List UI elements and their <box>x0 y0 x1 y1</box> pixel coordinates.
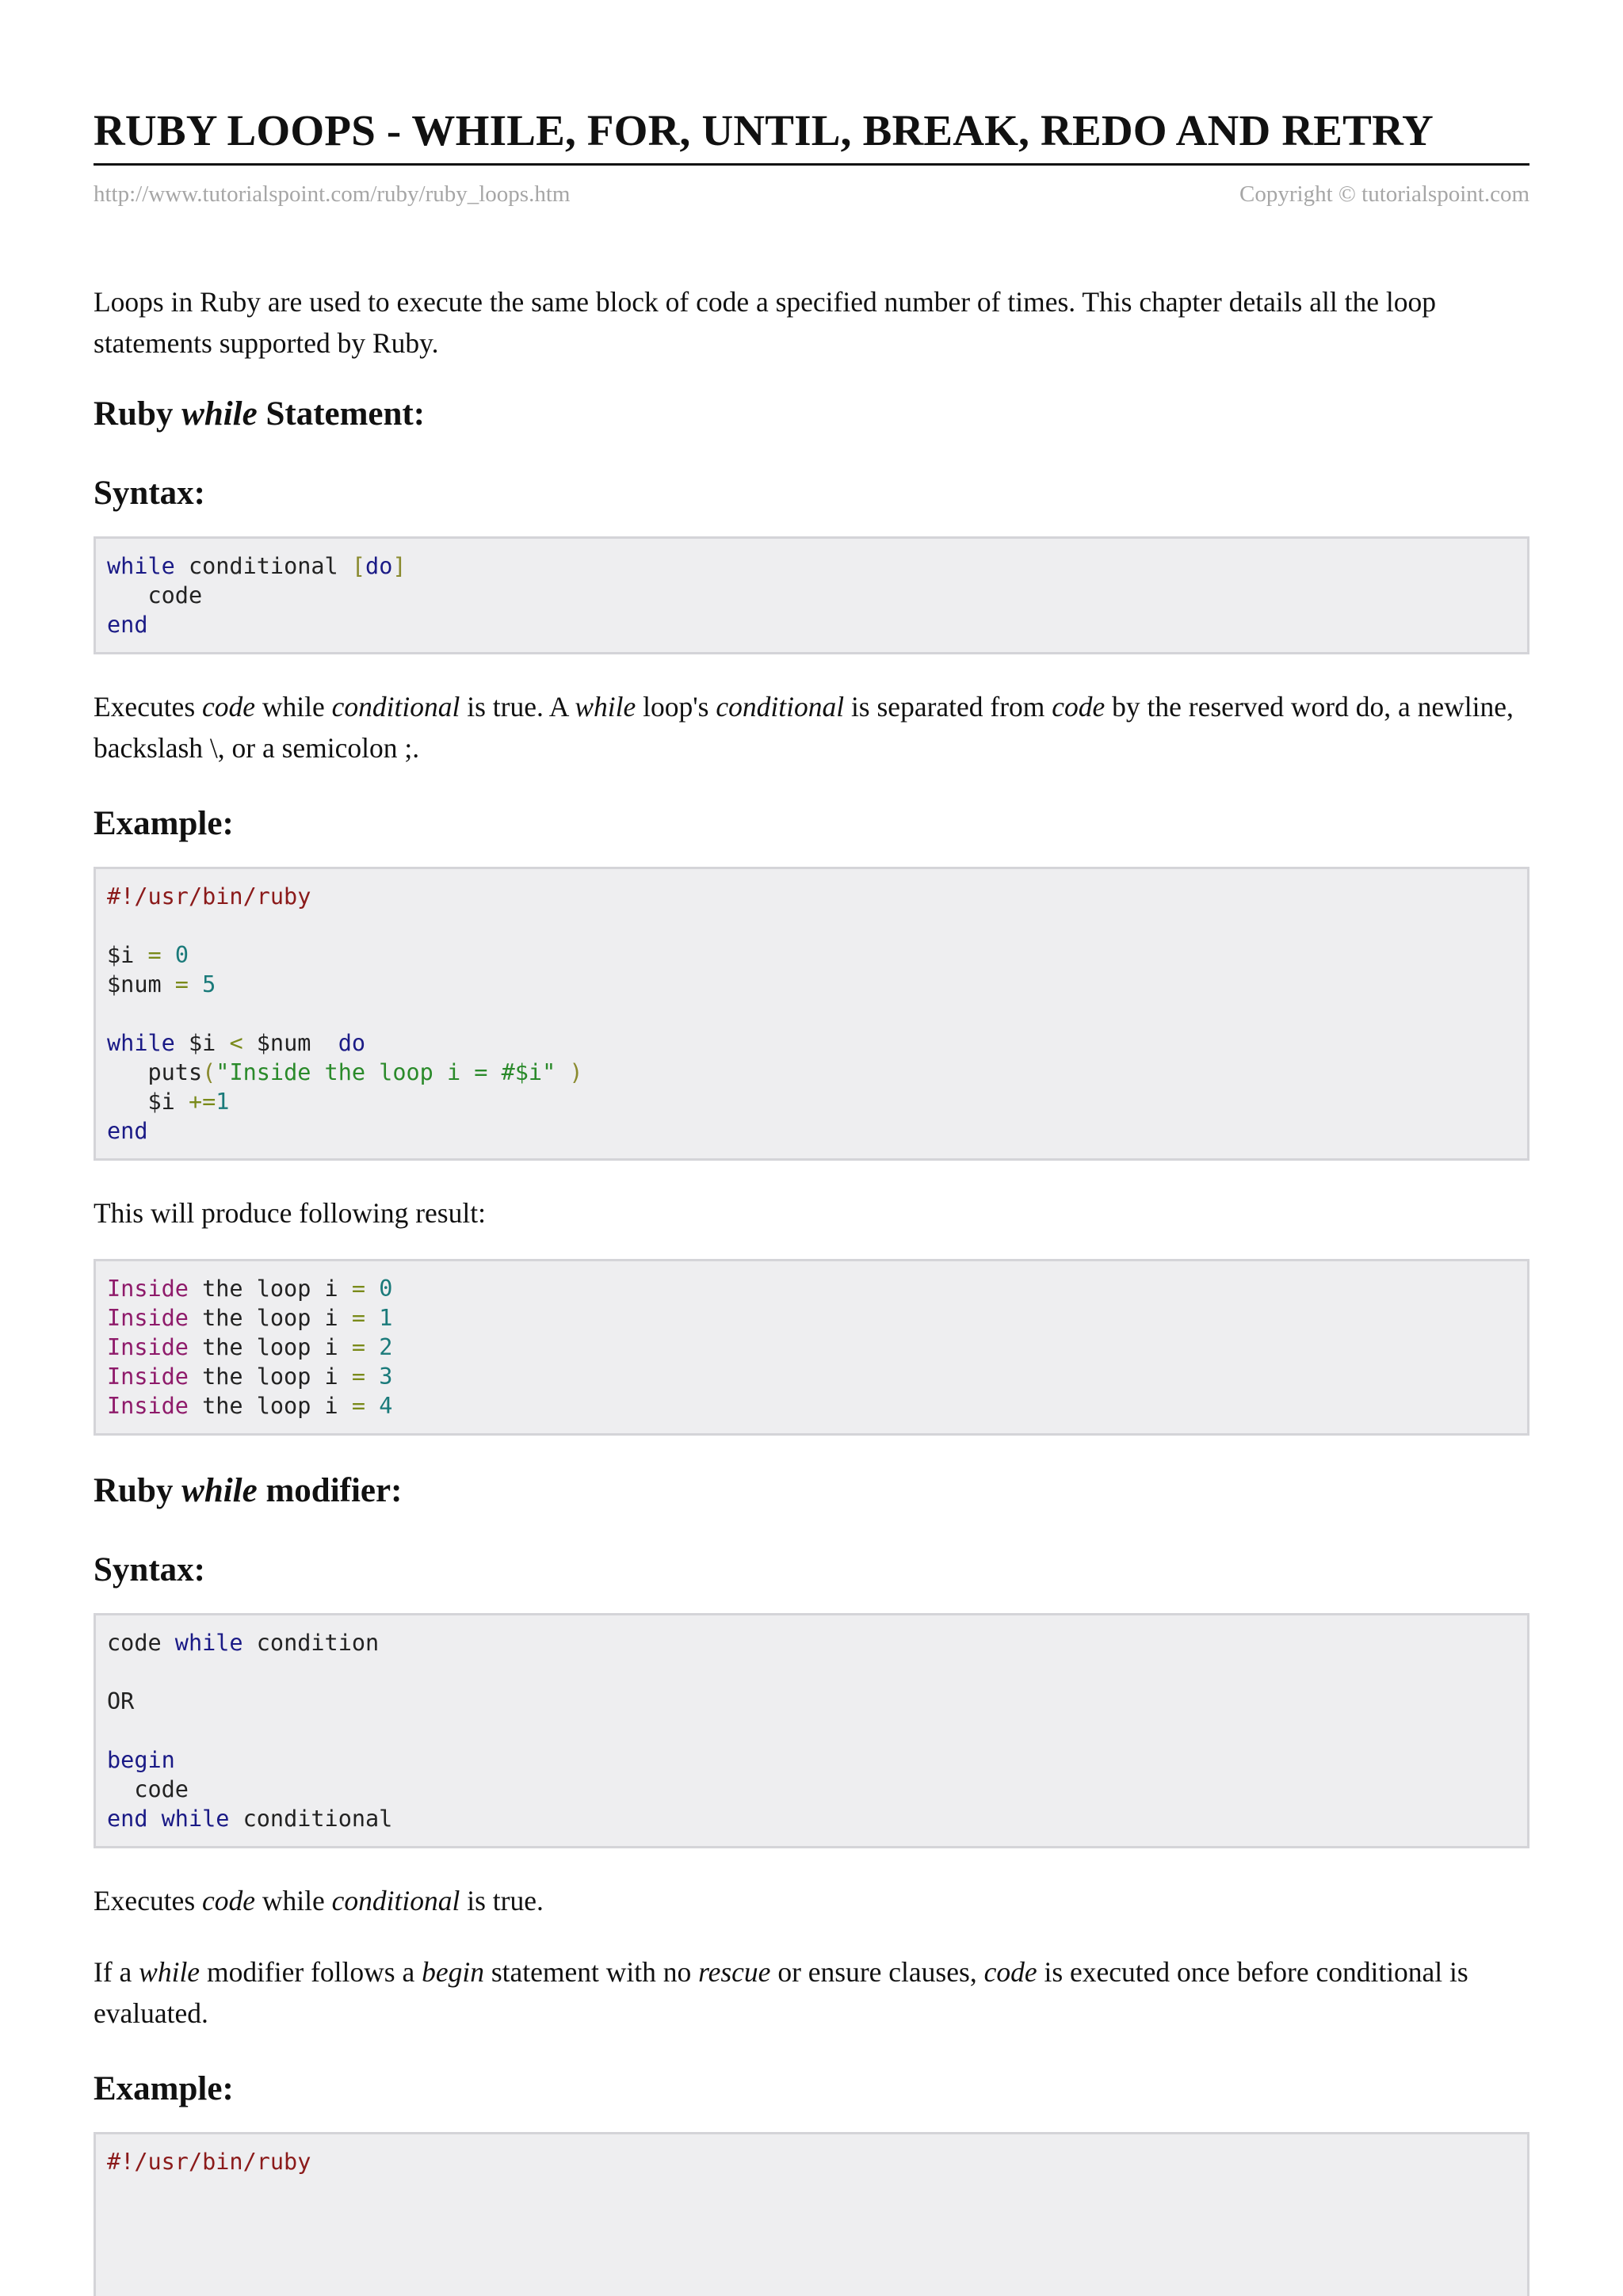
desc-text: while <box>255 1885 332 1917</box>
code-variable: $num <box>242 1030 338 1056</box>
desc-emphasis: while <box>575 691 636 723</box>
desc-text: Executes <box>94 1885 203 1917</box>
while-description <box>94 686 1529 769</box>
output-number: 0 <box>365 1276 393 1302</box>
desc-text: If a <box>94 1956 139 1988</box>
code-function: puts <box>107 1059 203 1085</box>
code-comment: #!/usr/bin/ruby <box>107 2149 311 2175</box>
example-heading: Example: <box>94 805 234 842</box>
output-operator: = <box>351 1276 366 1302</box>
output-text: the loop i <box>188 1334 352 1360</box>
output-text: the loop i <box>188 1363 352 1390</box>
code-punct: [ <box>351 553 366 579</box>
code-text: conditional <box>229 1806 393 1832</box>
code-text: code <box>107 582 203 608</box>
desc-text: by the reserved word do, a newline, backslash \, or a semicolon ;. <box>94 691 1514 764</box>
output-word: Inside <box>107 1276 189 1302</box>
page-meta <box>94 178 1529 210</box>
code-variable: $i <box>174 1030 230 1056</box>
output-operator: = <box>351 1305 366 1331</box>
code-text: code <box>107 1630 175 1656</box>
output-operator: = <box>351 1363 366 1390</box>
heading-keyword: while <box>181 1472 258 1509</box>
heading-text: Ruby <box>94 395 182 433</box>
desc-emphasis: rescue <box>698 1956 771 1988</box>
code-punct: ) <box>556 1059 583 1085</box>
modifier-begin-note <box>94 1951 1529 2034</box>
syntax-heading: Syntax: <box>94 1551 205 1589</box>
code-number: 5 <box>188 971 216 997</box>
code-comment: #!/usr/bin/ruby <box>107 883 311 910</box>
code-keyword: end <box>107 1806 148 1832</box>
output-word: Inside <box>107 1305 189 1331</box>
code-keyword: do <box>338 1030 366 1056</box>
code-punct: ] <box>392 553 407 579</box>
desc-emphasis: begin <box>422 1956 484 1988</box>
result-output-block <box>94 1259 1529 1436</box>
code-operator: = <box>174 971 189 997</box>
output-text: the loop i <box>188 1305 352 1331</box>
code-text: code <box>107 1776 189 1802</box>
code-keyword: while <box>174 1630 243 1656</box>
page-content <box>94 103 1529 2296</box>
syntax-heading: Syntax: <box>94 475 205 512</box>
desc-emphasis: conditional <box>331 691 460 723</box>
desc-text: or ensure clauses, <box>770 1956 984 1988</box>
output-word: Inside <box>107 1393 189 1419</box>
output-number: 4 <box>365 1393 393 1419</box>
modifier-syntax-code-block <box>94 1613 1529 1848</box>
code-keyword: do <box>365 553 393 579</box>
code-operator: += <box>188 1089 216 1115</box>
desc-emphasis: code <box>1052 691 1106 723</box>
while-example-code-block <box>94 867 1529 1161</box>
page-title: RUBY LOOPS - WHILE, FOR, UNTIL, BREAK, REDO AND RETRY <box>94 103 1529 166</box>
modifier-description <box>94 1880 1529 1921</box>
code-variable: $i <box>107 1089 189 1115</box>
output-operator: = <box>351 1334 366 1360</box>
output-number: 2 <box>365 1334 393 1360</box>
heading-text: modifier: <box>257 1472 403 1509</box>
source-url-link[interactable]: http://www.tutorialspoint.com/ruby/ruby_loops.htm <box>94 181 571 207</box>
code-operator: = <box>147 942 162 968</box>
code-keyword: end <box>107 612 148 638</box>
intro-paragraph: Loops in Ruby are used to execute the same block of code a specified number of times. This chapter details all the loop statements supported by Ruby. <box>94 286 1436 359</box>
desc-text: Executes <box>94 691 203 723</box>
code-variable: $num <box>107 971 175 997</box>
while-statement-heading <box>94 392 1529 437</box>
code-operator: < <box>229 1030 243 1056</box>
desc-text: is true. A <box>460 691 575 723</box>
output-number: 1 <box>365 1305 393 1331</box>
copyright-notice: Copyright © tutorialspoint.com <box>1239 181 1529 207</box>
heading-text: Statement: <box>257 395 426 433</box>
desc-text: is separated from <box>844 691 1052 723</box>
heading-keyword: while <box>181 395 258 433</box>
code-keyword: while <box>147 1806 230 1832</box>
code-text: OR <box>107 1688 135 1714</box>
output-number: 3 <box>365 1363 393 1390</box>
code-text: condition <box>242 1630 380 1656</box>
desc-text: is executed once before conditional is evaluated. <box>94 1956 1468 2029</box>
while-modifier-heading <box>94 1469 1529 1513</box>
code-keyword: while <box>107 1030 175 1056</box>
desc-text: while <box>255 691 332 723</box>
desc-text: loop's <box>636 691 716 723</box>
desc-emphasis: code <box>202 691 256 723</box>
desc-text: modifier follows a <box>200 1956 422 1988</box>
output-text: the loop i <box>188 1393 352 1419</box>
result-intro: This will produce following result: <box>94 1197 486 1229</box>
code-punct: ( <box>202 1059 216 1085</box>
desc-text: is true. <box>460 1885 544 1917</box>
code-text: conditional <box>174 553 352 579</box>
desc-text: statement with no <box>483 1956 699 1988</box>
code-string: "Inside the loop i = #$i" <box>216 1059 556 1085</box>
desc-emphasis: code <box>202 1885 256 1917</box>
while-syntax-code-block <box>94 536 1529 654</box>
code-keyword: begin <box>107 1747 175 1773</box>
code-keyword: while <box>107 553 175 579</box>
output-operator: = <box>351 1393 366 1419</box>
desc-emphasis: code <box>983 1956 1037 1988</box>
code-keyword: end <box>107 1118 148 1144</box>
code-variable: $i <box>107 942 148 968</box>
heading-text: Ruby <box>94 1472 182 1509</box>
code-number: 1 <box>216 1089 230 1115</box>
modifier-example-code-block <box>94 2132 1529 2296</box>
output-text: the loop i <box>188 1276 352 1302</box>
output-word: Inside <box>107 1363 189 1390</box>
desc-emphasis: conditional <box>331 1885 460 1917</box>
output-word: Inside <box>107 1334 189 1360</box>
code-number: 0 <box>161 942 189 968</box>
desc-emphasis: conditional <box>716 691 845 723</box>
example-heading: Example: <box>94 2070 234 2107</box>
desc-emphasis: while <box>139 1956 200 1988</box>
